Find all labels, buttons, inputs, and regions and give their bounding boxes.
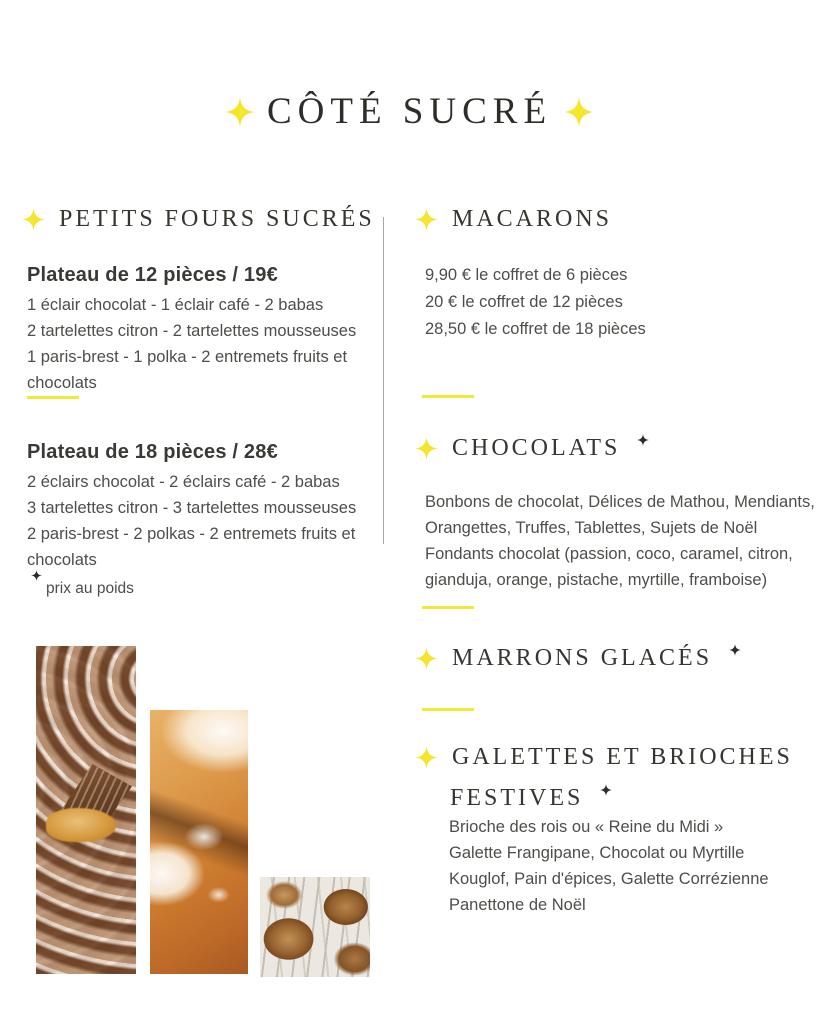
yellow-divider [422,708,474,711]
menu-line: Kouglof, Pain d'épices, Galette Corrézienne [449,870,769,888]
sparkle-icon [637,434,649,446]
menu-line: 2 éclairs chocolat - 2 éclairs café - 2 babas [27,473,340,491]
page-title-text: CÔTÉ SUCRÉ [266,91,553,132]
sparkle-icon [415,647,438,670]
footnote-text: prix au poids [46,580,134,597]
menu-line: 1 éclair chocolat - 1 éclair café - 2 babas [27,296,324,314]
section-heading-text: FESTIVES [450,785,584,811]
sparkle-icon [225,97,255,127]
menu-line: Brioche des rois ou « Reine du Midi » [449,818,724,836]
menu-line: chocolats [27,374,97,392]
menu-line: 20 € le coffret de 12 pièces [425,293,623,311]
plateau-18-block [27,438,356,573]
section-heading-petits-fours [22,206,375,233]
section-heading-text: MARRONS GLACÉS [452,645,713,671]
section-heading-macarons [415,206,612,233]
plateau-12-block [27,261,356,396]
sparkle-icon [564,97,594,127]
price-footnote [31,570,134,599]
sparkle-icon [415,746,438,769]
yellow-divider [422,606,474,609]
chocolate-fan-tart-photo [36,646,136,974]
macarons-block [425,262,646,343]
sparkle-icon [415,208,438,231]
menu-line: Panettone de Noël [449,896,586,914]
marrons-glaces-photo [260,877,370,977]
caramel-filling [46,808,116,842]
section-heading-text: PETITS FOURS SUCRÉS [59,206,375,232]
menu-line: chocolats [27,551,97,569]
yellow-divider [27,396,79,399]
menu-line: 2 paris-brest - 2 polkas - 2 entremets fruits et [27,525,356,543]
chocolats-block [425,489,815,593]
sparkle-icon [729,644,741,656]
menu-line: Orangettes, Truffes, Tablettes, Sujets de Noël [425,519,758,537]
section-heading-marrons-glaces [415,645,738,672]
sparkle-icon [22,208,45,231]
section-heading-chocolats [415,435,646,462]
plateau-18-title: Plateau de 18 pièces / 28€ [27,441,278,463]
galettes-block [449,814,769,918]
menu-line: 9,90 € le coffret de 6 pièces [425,266,628,284]
column-divider [383,217,384,544]
section-heading-text: MACARONS [452,206,613,232]
plateau-12-title: Plateau de 12 pièces / 19€ [27,264,278,286]
sugared-brioche-photo [150,710,248,974]
menu-line: 2 tartelettes citron - 2 tartelettes mousseuses [27,322,357,340]
yellow-divider [422,395,474,398]
page-title [0,90,819,133]
menu-line: Bonbons de chocolat, Délices de Mathou, Mendiants, [425,493,815,511]
section-heading-galettes-line2 [450,785,609,812]
menu-line: 3 tartelettes citron - 3 tartelettes mousseuses [27,499,357,517]
menu-line: Galette Frangipane, Chocolat ou Myrtille [449,844,745,862]
menu-line: 1 paris-brest - 1 polka - 2 entremets fruits et [27,348,348,366]
sparkle-icon [31,570,42,581]
menu-line: Fondants chocolat (passion, coco, caramel, citron, [425,545,793,563]
sparkle-icon [415,437,438,460]
menu-line: 28,50 € le coffret de 18 pièces [425,320,646,338]
section-heading-galettes [415,744,793,771]
section-heading-text: CHOCOLATS [452,435,621,461]
menu-line: gianduja, orange, pistache, myrtille, framboise) [425,571,768,589]
section-heading-text: GALETTES ET BRIOCHES [452,744,793,770]
sparkle-icon [600,784,612,796]
